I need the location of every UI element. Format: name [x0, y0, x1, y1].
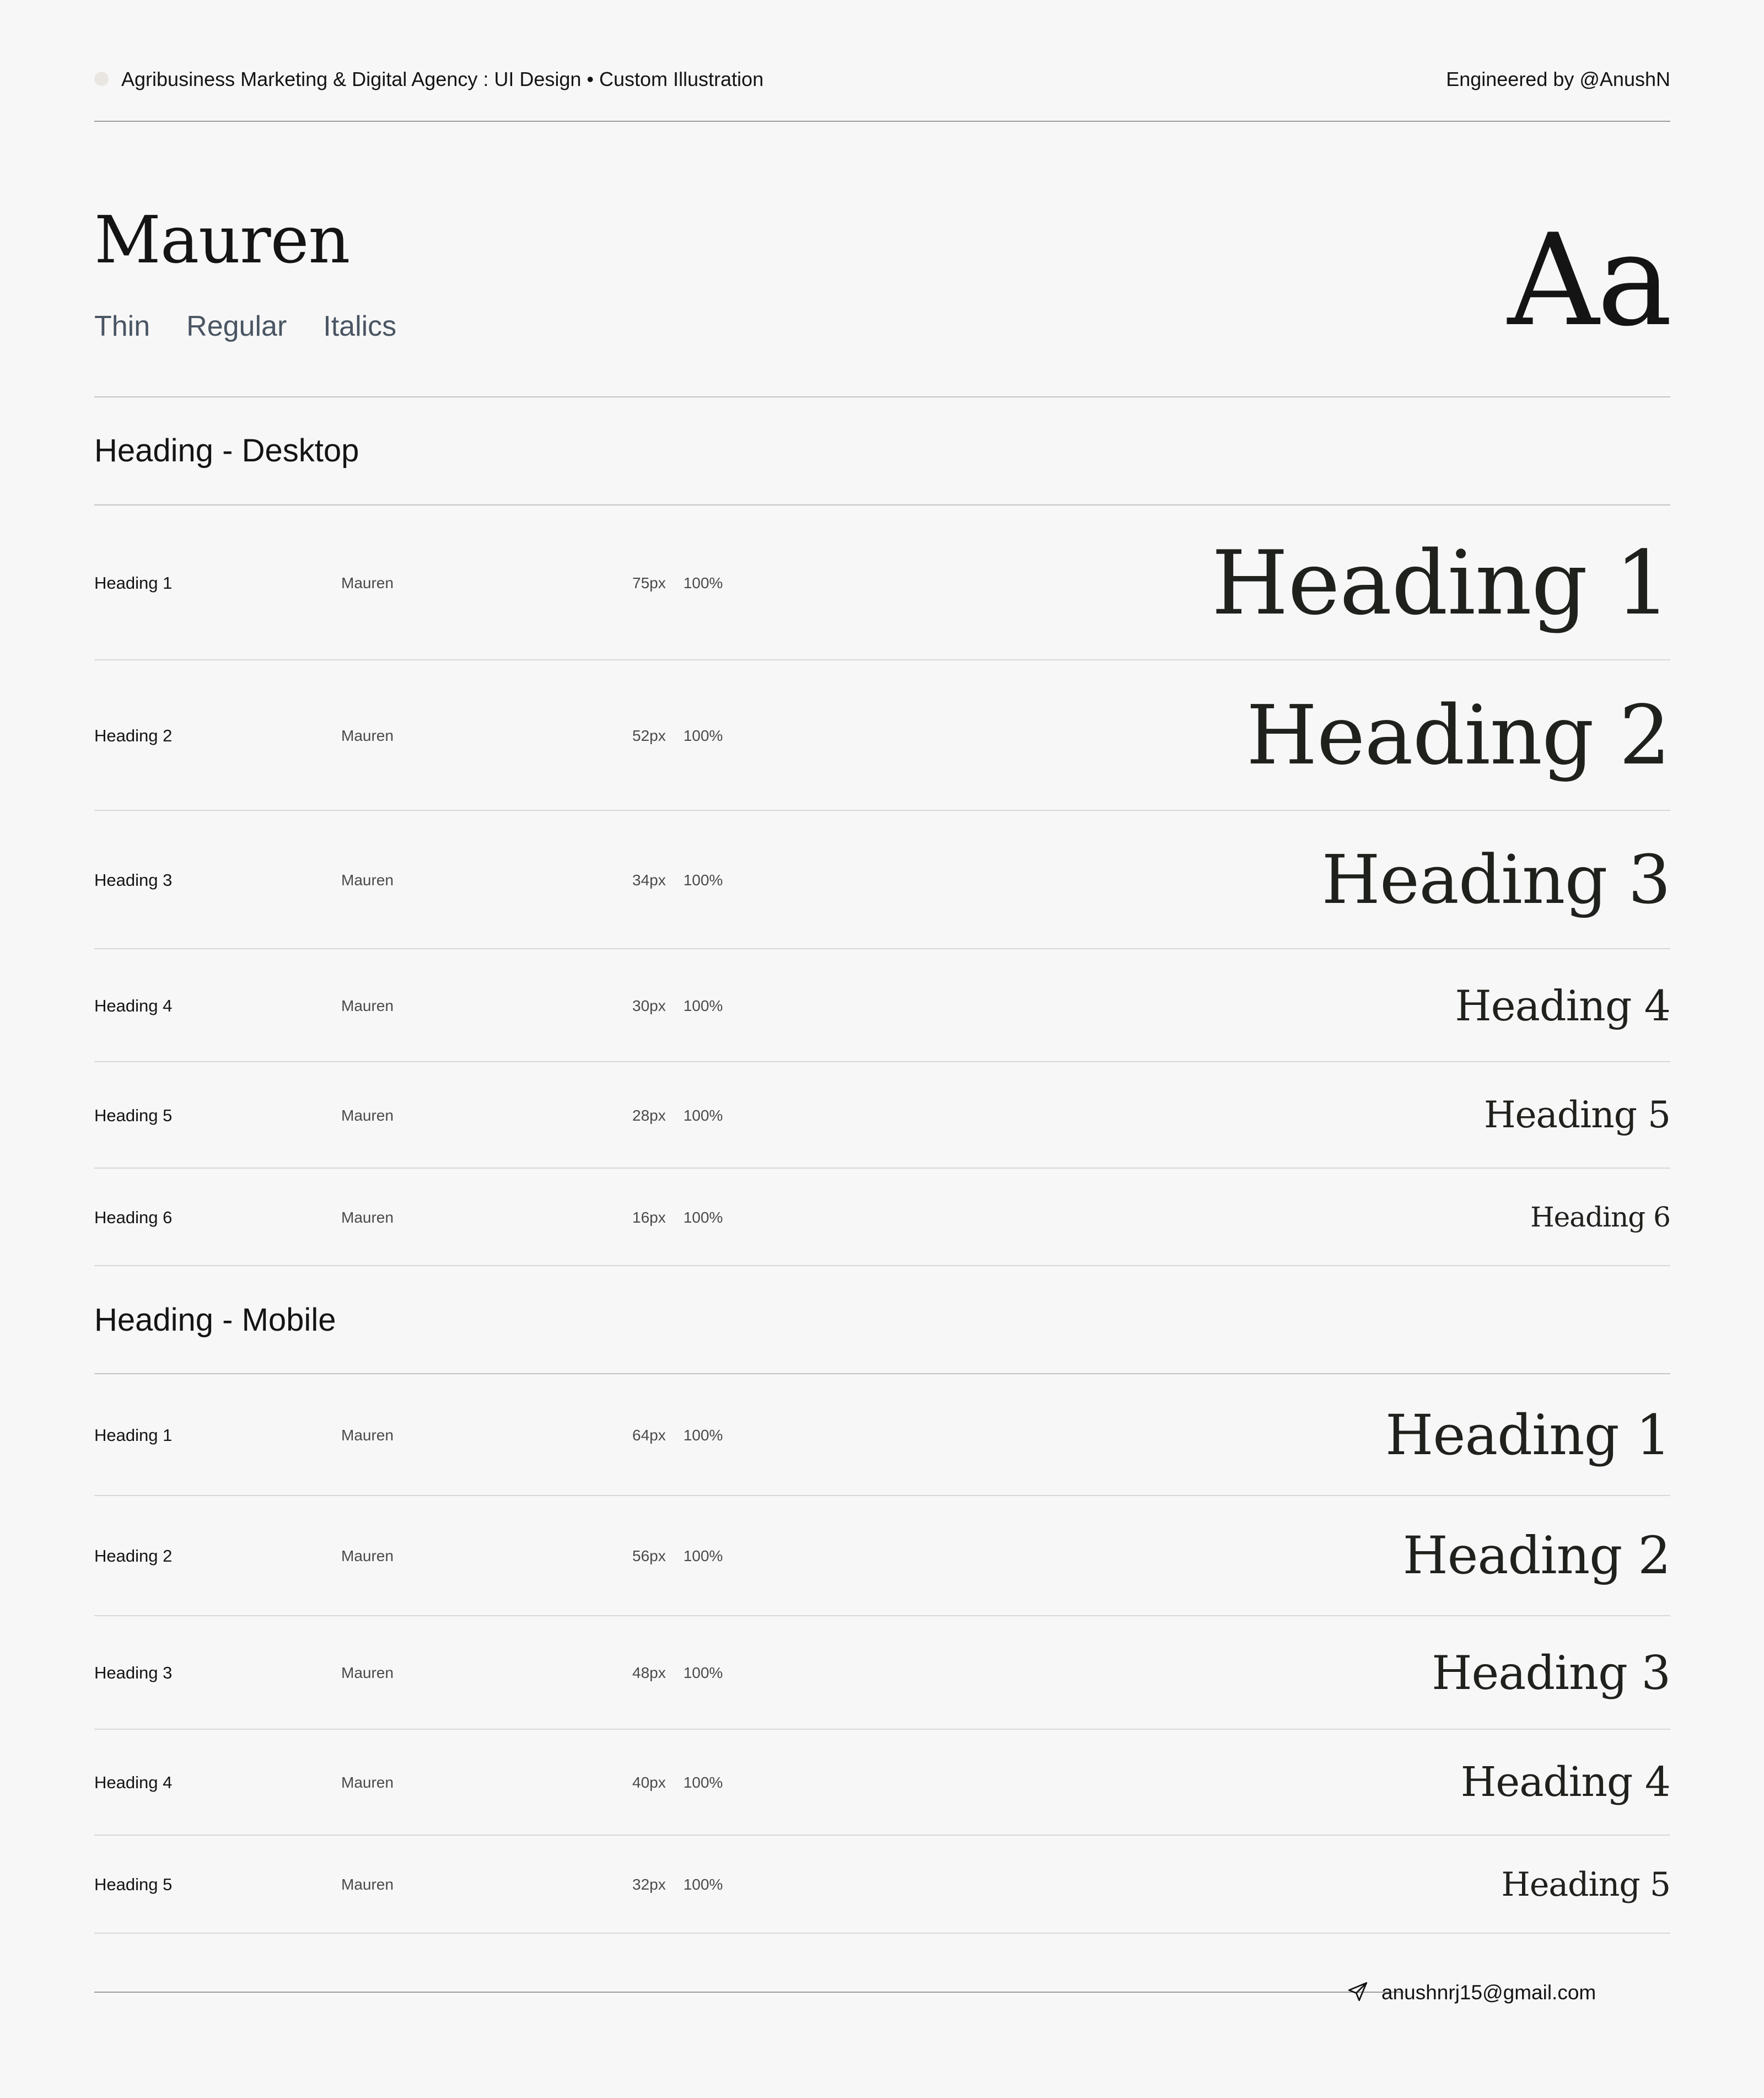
line-height: 100% — [683, 1664, 723, 1681]
line-height: 100% — [683, 1426, 723, 1444]
font-family: Mauren — [341, 1774, 394, 1791]
font-family: Mauren — [341, 1547, 394, 1564]
size-spec — [632, 1207, 723, 1229]
heading-sample: Heading 6 — [1530, 1201, 1670, 1233]
font-size: 30px — [632, 997, 666, 1014]
mobile-row — [94, 1616, 1670, 1730]
footer-divider — [94, 1992, 1404, 1993]
font-family: Mauren — [341, 1876, 394, 1893]
mobile-row — [94, 1374, 1670, 1496]
font-family: Mauren — [341, 574, 394, 591]
row-divider — [94, 1933, 1670, 1934]
font-specimen: Aa — [1507, 207, 1670, 354]
font-size: 16px — [632, 1208, 666, 1226]
line-height: 100% — [683, 1106, 723, 1124]
desktop-row — [94, 949, 1670, 1062]
font-family: Mauren — [341, 871, 394, 889]
status-dot — [94, 72, 109, 86]
email-link[interactable] — [1346, 1979, 1596, 2006]
style-name: Heading 3 — [94, 870, 173, 890]
desktop-row — [94, 1169, 1670, 1266]
heading-sample: Heading 3 — [1432, 1645, 1670, 1700]
email-address[interactable]: anushnrj15@gmail.com — [1381, 1981, 1596, 2004]
size-spec — [632, 1662, 723, 1684]
top-bar — [94, 66, 1670, 93]
size-spec — [632, 995, 723, 1017]
size-spec — [632, 572, 723, 594]
font-size: 64px — [632, 1426, 666, 1444]
section-title-desktop: Heading - Desktop — [94, 433, 359, 469]
heading-sample: Heading 4 — [1460, 1758, 1670, 1806]
desktop-row — [94, 660, 1670, 811]
style-name: Heading 6 — [94, 1207, 173, 1227]
heading-sample: Heading 2 — [1246, 688, 1670, 783]
size-spec — [632, 1105, 723, 1127]
heading-sample: Heading 2 — [1402, 1526, 1670, 1586]
heading-sample: Heading 1 — [1211, 531, 1670, 634]
size-spec — [632, 1545, 723, 1567]
mobile-row — [94, 1730, 1670, 1836]
font-family: Mauren — [341, 1426, 394, 1444]
heading-sample: Heading 3 — [1321, 841, 1670, 919]
row-divider — [94, 1265, 1670, 1266]
style-name: Heading 5 — [94, 1875, 173, 1894]
line-height: 100% — [683, 997, 723, 1014]
font-size: 40px — [632, 1774, 666, 1791]
mobile-row — [94, 1496, 1670, 1616]
style-name: Heading 3 — [94, 1663, 173, 1682]
heading-sample: Heading 4 — [1455, 981, 1670, 1030]
font-size: 34px — [632, 871, 666, 889]
style-name: Heading 4 — [94, 1773, 173, 1792]
send-icon — [1346, 1980, 1369, 2006]
font-size: 28px — [632, 1106, 666, 1124]
heading-sample: Heading 5 — [1483, 1094, 1670, 1137]
line-height: 100% — [683, 1547, 723, 1564]
line-height: 100% — [683, 727, 723, 744]
font-size: 48px — [632, 1664, 666, 1681]
font-family: Mauren — [341, 727, 394, 744]
credit-link[interactable]: Engineered by @AnushN — [1446, 68, 1670, 90]
font-size: 52px — [632, 727, 666, 744]
font-size: 56px — [632, 1547, 666, 1564]
line-height: 100% — [683, 574, 723, 591]
font-size: 32px — [632, 1876, 666, 1893]
line-height: 100% — [683, 1208, 723, 1226]
desktop-row — [94, 1062, 1670, 1169]
header-divider — [94, 121, 1670, 122]
font-family: Mauren — [341, 1106, 394, 1124]
desktop-row — [94, 811, 1670, 949]
style-name: Heading 4 — [94, 996, 173, 1015]
size-spec — [632, 1424, 723, 1446]
desktop-row — [94, 505, 1670, 660]
font-size: 75px — [632, 574, 666, 591]
line-height: 100% — [683, 871, 723, 889]
size-spec — [632, 869, 723, 891]
section-title-mobile: Heading - Mobile — [94, 1302, 336, 1338]
style-name: Heading 5 — [94, 1105, 173, 1125]
weight-thin: Thin — [94, 310, 150, 342]
heading-sample: Heading 1 — [1385, 1402, 1670, 1467]
font-name: Mauren — [94, 202, 350, 278]
size-spec — [632, 1874, 723, 1896]
style-name: Heading 2 — [94, 725, 173, 745]
heading-sample: Heading 5 — [1501, 1865, 1670, 1904]
style-name: Heading 1 — [94, 1425, 173, 1445]
size-spec — [632, 1772, 723, 1794]
font-family: Mauren — [341, 1208, 394, 1226]
line-height: 100% — [683, 1876, 723, 1893]
weight-regular: Regular — [186, 310, 287, 342]
style-name: Heading 2 — [94, 1546, 173, 1566]
style-name: Heading 1 — [94, 573, 173, 593]
mobile-row — [94, 1836, 1670, 1934]
line-height: 100% — [683, 1774, 723, 1791]
project-title: Agribusiness Marketing & Digital Agency : UI Design • Custom Illustration — [121, 68, 764, 90]
font-family: Mauren — [341, 1664, 394, 1681]
font-family: Mauren — [341, 997, 394, 1014]
font-weights — [94, 309, 396, 344]
size-spec — [632, 725, 723, 747]
weight-italics: Italics — [323, 310, 397, 342]
font-divider — [94, 396, 1670, 397]
